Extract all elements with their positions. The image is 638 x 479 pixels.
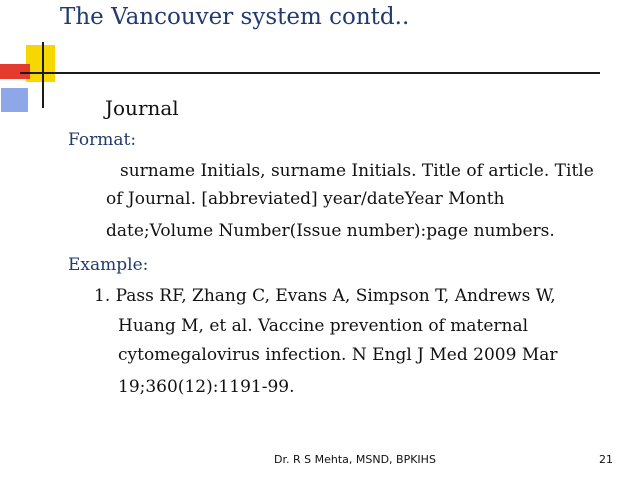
example-label: Example: — [68, 255, 149, 275]
example-line: cytomegalovirus infection. N Engl J Med 2009 Mar — [118, 345, 558, 365]
page-number: 21 — [599, 453, 613, 466]
example-line: 19;360(12):1191-99. — [118, 377, 295, 397]
logo-vertical-line — [42, 42, 44, 108]
example-line: 1. Pass RF, Zhang C, Evans A, Simpson T, Andrews W, — [94, 286, 556, 306]
logo-yellow-block — [26, 45, 55, 82]
format-line: date;Volume Number(Issue number):page numbers. — [106, 221, 555, 241]
footer-author: Dr. R S Mehta, MSND, BPKIHS — [274, 453, 436, 466]
journal-heading: Journal — [105, 96, 179, 120]
format-line: surname Initials, surname Initials. Title of article. Title — [120, 161, 594, 181]
format-label: Format: — [68, 130, 137, 150]
slide-title: The Vancouver system contd.. — [60, 4, 410, 30]
format-line: of Journal. [abbreviated] year/dateYear Month — [106, 189, 505, 209]
logo-blue-block — [1, 88, 28, 112]
example-line: Huang M, et al. Vaccine prevention of maternal — [118, 316, 529, 336]
title-divider-line — [20, 72, 600, 74]
